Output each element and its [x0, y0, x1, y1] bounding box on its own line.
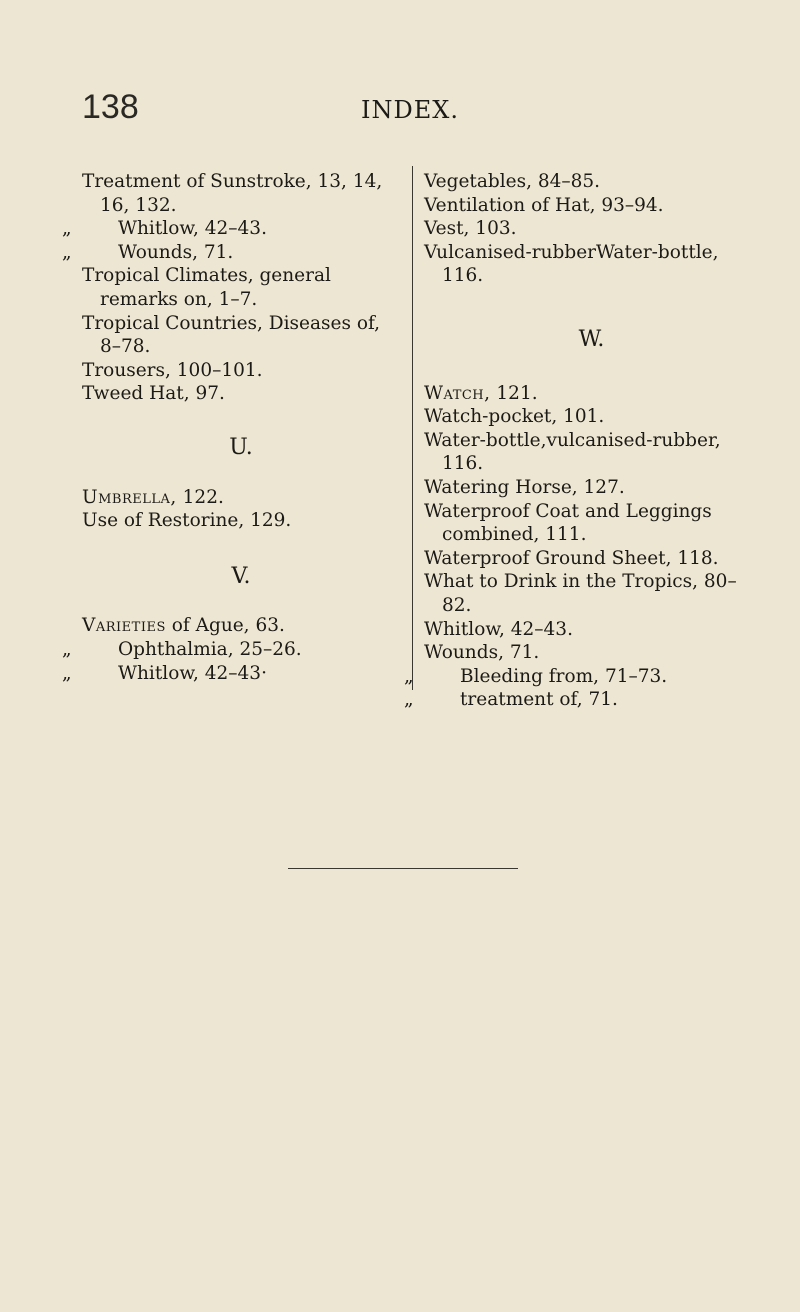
index-entry: Watch-pocket, 101.: [424, 406, 605, 428]
index-entry: Trousers, 100–101.: [82, 359, 263, 381]
bottom-rule: [288, 868, 518, 869]
index-subentry: „ Wounds, 71.: [62, 241, 234, 263]
index-subentry: „ Ophthalmia, 25–26.: [62, 638, 302, 660]
index-entry: Watch, 121.: [424, 382, 538, 404]
section-letter-v: V.: [231, 563, 251, 589]
index-entry: Watering Horse, 127.: [424, 476, 625, 498]
index-entry: Wounds, 71.: [424, 642, 540, 664]
index-entry: Vegetables, 84–85.: [424, 171, 601, 192]
index-entry: Use of Restorine, 129.: [82, 510, 292, 532]
index-entry: Ventilation of Hat, 93–94.: [424, 194, 664, 216]
right-column: [404, 170, 759, 712]
page-number: 138: [82, 88, 139, 126]
index-entry: Whitlow, 42–43.: [424, 618, 573, 640]
ditto-mark: „: [62, 638, 72, 660]
index-entry: Vest, 103.: [424, 218, 517, 240]
index-entry: Tropical Climates, general remarks on, 1–7.: [82, 265, 331, 310]
index-entry: Varieties of Ague, 63.: [82, 615, 285, 637]
index-entry: Vulcanised-rubberWater-bottle, 116.: [424, 241, 719, 287]
ditto-mark: „: [62, 662, 72, 684]
ditto-mark: „: [62, 241, 72, 263]
index-entry: Waterproof Coat and Leggings combined, 111.: [424, 500, 712, 546]
index-entry: Water-bottle,vulcanised-rubber, 116.: [424, 429, 721, 475]
index-subentry: „ Bleeding from, 71–73.: [404, 665, 668, 687]
left-column: [62, 170, 400, 685]
index-entry: Treatment of Sunstroke, 13, 14, 16, 132.: [82, 171, 383, 216]
index-entry: Tropical Countries, Diseases of, 8–78.: [82, 312, 381, 358]
index-subentry: „ Whitlow, 42–43.: [62, 218, 267, 240]
ditto-mark: „: [404, 689, 414, 711]
index-subentry: „ treatment of, 71.: [404, 689, 618, 711]
ditto-mark: „: [404, 665, 414, 687]
index-entry: Umbrella, 122.: [82, 486, 224, 508]
index-entry: Tweed Hat, 97.: [82, 383, 225, 405]
index-entry: Waterproof Ground Sheet, 118.: [424, 547, 719, 569]
section-letter-u: U.: [229, 434, 253, 460]
index-entry: What to Drink in the Tropics, 80–82.: [424, 571, 737, 616]
column-divider: [412, 166, 413, 690]
index-subentry: „ Whitlow, 42–43·: [62, 662, 267, 684]
section-letter-w: W.: [578, 326, 605, 352]
running-head: INDEX.: [361, 96, 459, 124]
ditto-mark: „: [62, 218, 72, 240]
